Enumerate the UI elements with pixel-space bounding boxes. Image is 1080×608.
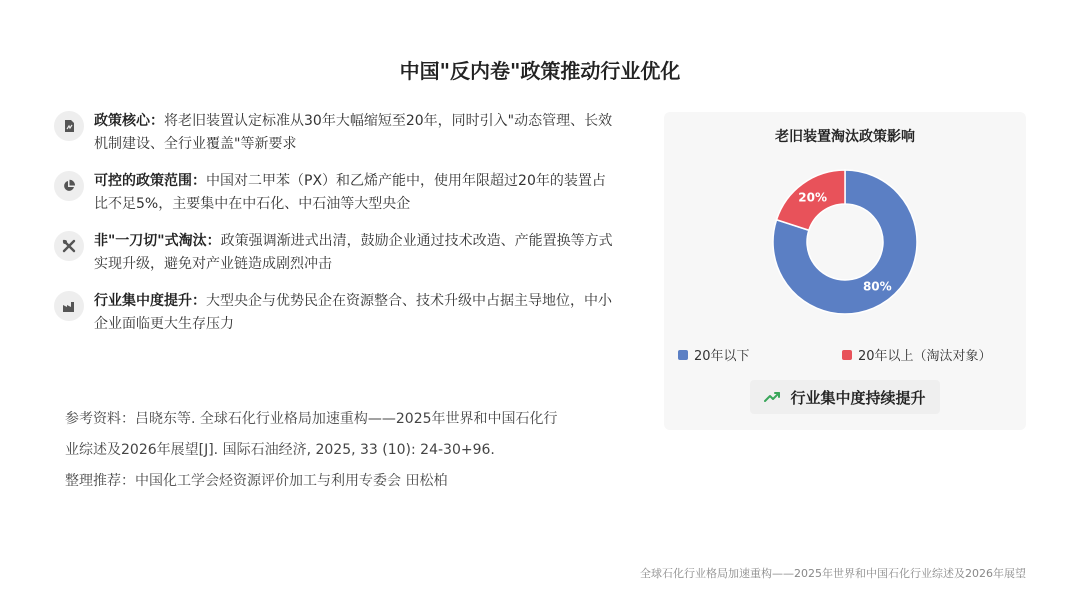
- chart-card: [664, 112, 1026, 430]
- pie-chart-icon: [54, 171, 84, 201]
- legend-item-over-20: [842, 345, 992, 364]
- concentration-badge: [750, 380, 940, 414]
- policy-points: [54, 110, 616, 350]
- legend-label: 20年以下: [694, 349, 750, 364]
- point-label: 非"一刀切"式淘汰：: [94, 233, 221, 249]
- chart-title: 老旧装置淘汰政策影响: [775, 129, 915, 145]
- legend-label: 20年以上（淘汰对象）: [858, 349, 992, 364]
- tools-icon: [54, 231, 84, 261]
- factory-icon: [54, 291, 84, 321]
- curator-line: 整理推荐：中国化工学会烃资源评价加工与利用专委会 田松柏: [65, 473, 448, 489]
- reference-line-1: 参考资料：吕晓东等. 全球石化行业格局加速重构——2025年世界和中国石化行: [65, 411, 558, 427]
- legend-swatch: [842, 350, 852, 360]
- point-policy-core: [54, 110, 616, 156]
- references: [65, 404, 625, 497]
- point-label: 政策核心：: [94, 113, 164, 129]
- point-body: 政策强调渐进式出清，鼓励企业通过技术改造、产能置换等方式实现升级，避免对产业链造成剧烈冲击: [94, 233, 613, 272]
- legend-item-under-20: [678, 345, 750, 364]
- page-title: 中国"反内卷"政策推动行业优化: [399, 59, 681, 83]
- point-policy-scope: [54, 170, 616, 216]
- point-body: 将老旧装置认定标准从30年大幅缩短至20年，同时引入"动态管理、长效机制建设、全行业覆盖"等新要求: [94, 113, 613, 152]
- point-body: 大型央企与优势民企在资源整合、技术升级中占据主导地位，中小企业面临更大生存压力: [94, 293, 612, 332]
- reference-line-2: 业综述及2026年展望[J]. 国际石油经济, 2025, 33 (10): 24-30+96.: [65, 442, 495, 458]
- legend-swatch: [678, 350, 688, 360]
- donut-chart: [664, 112, 1026, 342]
- footer-caption: 全球石化行业格局加速重构——2025年世界和中国石化行业综述及2026年展望: [640, 567, 1026, 580]
- point-label: 可控的政策范围：: [94, 173, 206, 189]
- point-gradual-phaseout: [54, 230, 616, 276]
- point-label: 行业集中度提升：: [94, 293, 206, 309]
- trending-up-icon: [764, 391, 782, 403]
- slice-data-label-1: 80%: [862, 279, 892, 294]
- badge-text: 行业集中度持续提升: [790, 388, 926, 407]
- point-body: 中国对二甲苯（PX）和乙烯产能中，使用年限超过20年的装置占比不足5%，主要集中在中石化、中石油等大型央企: [94, 173, 606, 212]
- document-icon: [54, 111, 84, 141]
- point-concentration: [54, 290, 616, 336]
- slice-data-label-2: 20%: [798, 190, 828, 205]
